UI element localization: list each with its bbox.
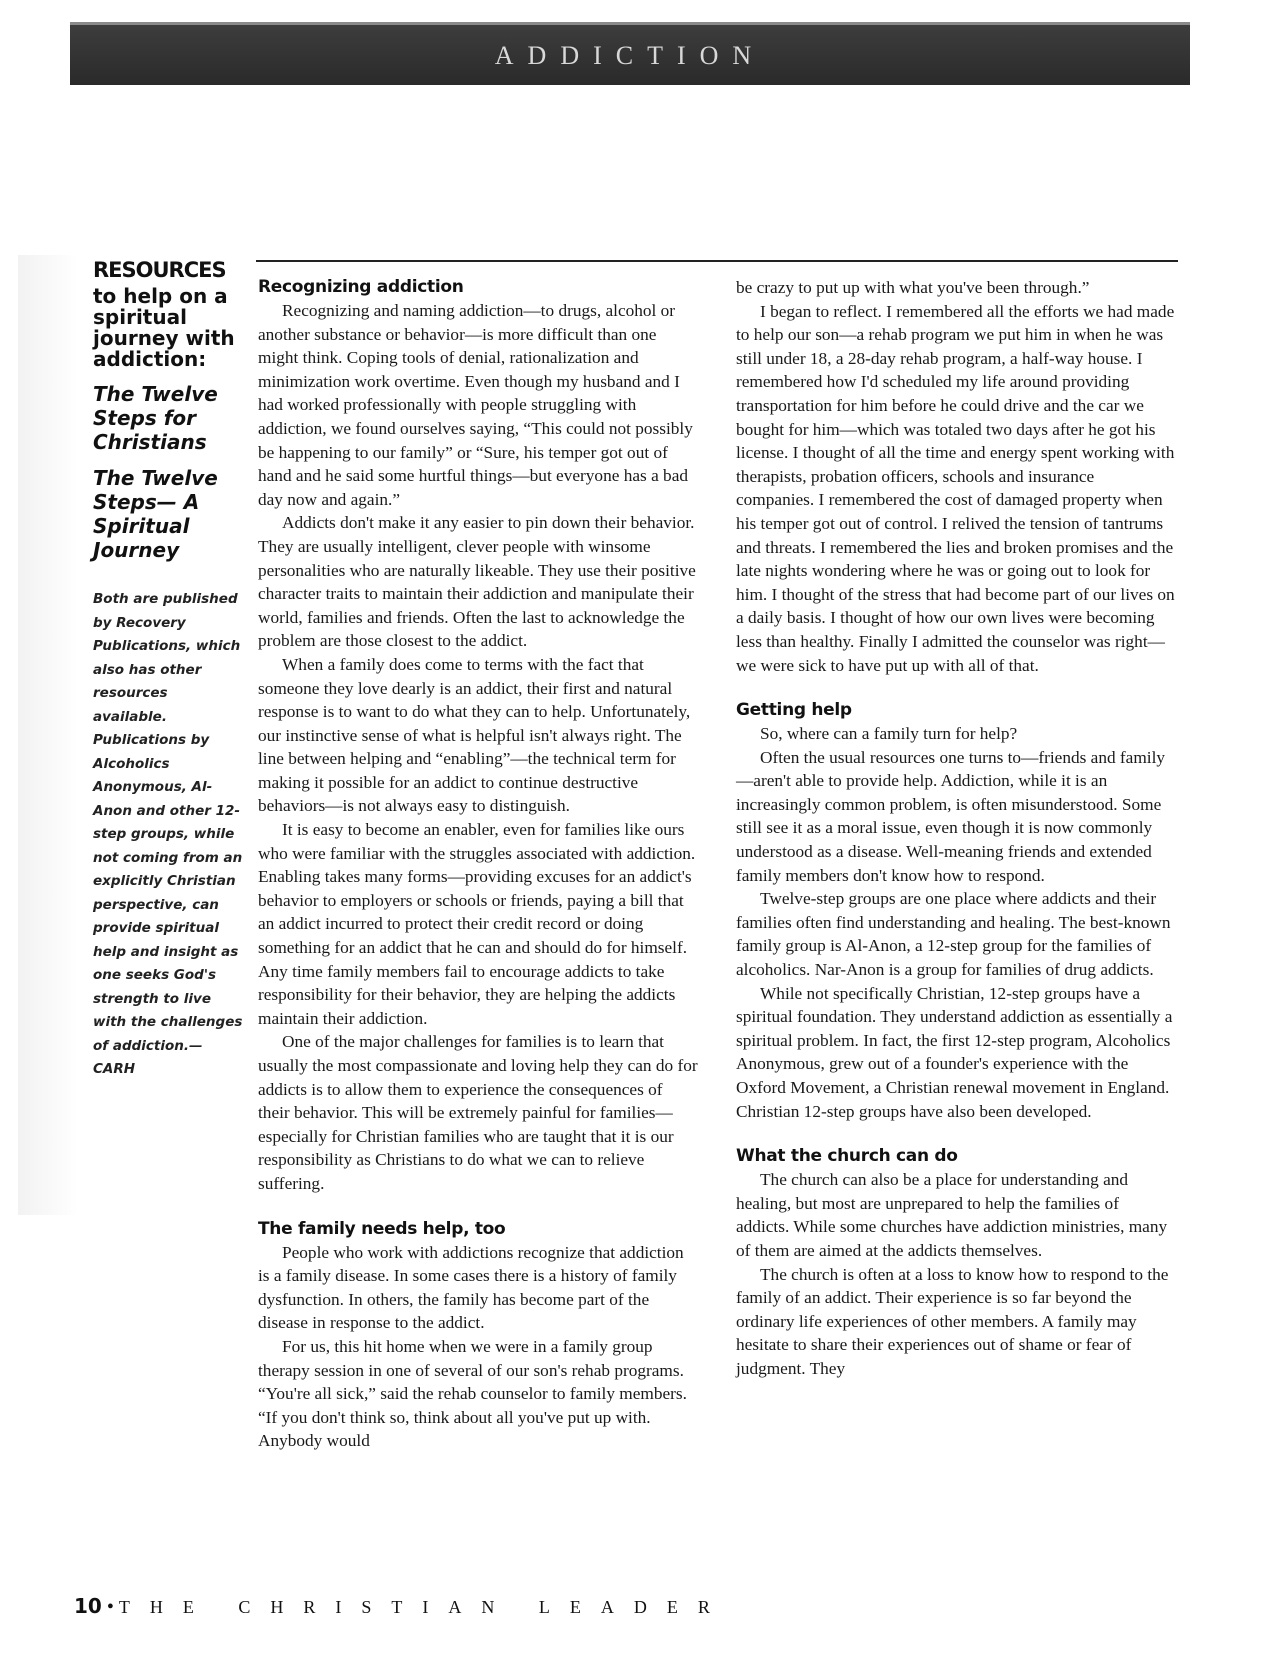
section-gap: [736, 677, 1176, 699]
article-column-2: [736, 276, 1176, 1381]
section-heading: What the church can do: [736, 1146, 958, 1167]
section-heading: The family needs help, too: [258, 1218, 506, 1239]
section-banner: [70, 22, 1190, 85]
paragraph: Addicts don't make it any easier to pin down their behavior. They are usually intelligent, clever people with winsome personalities who are naturally likeable. They use their positive character traits to maintain their addiction and manipulate their world, families and friends. Often the last to acknowledge the problem are those closest to the addict.: [258, 513, 696, 651]
paragraph: For us, this hit home when we were in a family group therapy session in one of several of our son's rehab programs. “You're all sick,” said the rehab counselor to family members. “If you don't think so, think about all you've put up with. Anybody would: [258, 1336, 687, 1451]
paragraph: The church can also be a place for understanding and healing, but most are unprepared to help the families of addicts. While some churches have addiction ministries, many of them are aimed at the addicts themselves.: [736, 1170, 1168, 1260]
paragraph: Recognizing and naming addiction—to drugs, alcohol or another substance or behavior—is more difficult than one might think. Coping tools of denial, rationalization and minimization work overtime. Even though my husband and I had worked professionally with people struggling with addiction, we found ourselves saying, “This could not possibly be happening to our family” or “Sure, his temper got out of hand and he said some hurtful things—but everyone has a bad day now and again.”: [258, 301, 693, 509]
book-title: The Twelve Steps— A Spiritual Journey: [93, 466, 218, 562]
sidebar-note: Both are published by Recovery Publications, which also has other resources available. Publications by Alcoholics Anonymous, Al-Anon and other 12-step groups, while not coming from an explicitly Christian perspective, can provide spiritual help and insight as one seeks God's strength to live with the challenges of addiction.—CARH: [93, 591, 243, 1077]
sidebar-shadow: [18, 255, 78, 1215]
sidebar-heading: RESOURCES: [93, 258, 226, 282]
section-heading: Getting help: [736, 700, 852, 721]
paragraph: be crazy to put up with what you've been through.”: [736, 278, 1090, 297]
paragraph: People who work with addictions recognize that addiction is a family disease. In some cases there is a history of family dysfunction. In others, the family has become part of the disease in response to the addict.: [258, 1242, 684, 1333]
article-top-rule: [256, 260, 1178, 262]
paragraph: While not specifically Christian, 12-step groups have a spiritual foundation. They understand addiction as essentially a spiritual problem. In fact, the first 12-step program, Alcoholics Anonymous, grew out of a founder's experience with the Oxford Movement, a Christian renewal movement in England. Christian 12-step groups have also been developed.: [736, 983, 1173, 1121]
resources-sidebar: [93, 258, 243, 1082]
section-heading: Recognizing addiction: [258, 277, 464, 297]
paragraph: Often the usual resources one turns to—friends and family—aren't able to provide help. Addiction, while it is an increasingly common problem, is often misunderstood. Some still see it as a moral issue, even though it is now commonly understood as a disease. Well-meaning friends and extended family members don't know how to respond.: [736, 747, 1166, 885]
paragraph: One of the major challenges for families is to learn that usually the most compassionate and loving help they can do for addicts is to allow them to experience the consequences of their behavior. This will be extremely painful for families—especially for Christian families who are taught that it is our responsibility as Christians to do what we can to relieve suffering.: [258, 1032, 698, 1193]
section-gap: [258, 1196, 698, 1218]
paragraph: Twelve-step groups are one place where addicts and their families often find understanding and healing. The best-known family group is Al-Anon, a 12-step group for the families of alcoholics. Nar-Anon is a group for families of drug addicts.: [736, 889, 1171, 980]
page-number: 10: [74, 1594, 102, 1618]
sidebar-subheading: to help on a spiritual journey with addiction:: [93, 284, 235, 371]
paragraph: So, where can a family turn for help?: [760, 724, 1018, 744]
section-gap: [736, 1123, 1176, 1145]
paragraph: When a family does come to terms with the fact that someone they love dearly is an addict, their first and natural response is to want to do what they can to help. Unfortunately, our instinctive sense of what is helpful isn't always right. The line between helping and “enabling”—the technical term for making it possible for an addict to continue destructive behaviors—is not always easy to distinguish.: [258, 654, 691, 816]
article-column-1: [258, 276, 698, 1453]
footer-separator: •: [106, 1596, 114, 1618]
publication-name: THE CHRISTIAN LEADER: [118, 1597, 730, 1617]
paragraph: The church is often at a loss to know how to respond to the family of an addict. Their experience is so far beyond the ordinary life experiences of other members. A family may hesitate to share their experiences out of shame or fear of judgment. They: [736, 1264, 1169, 1378]
page-footer: [74, 1594, 730, 1619]
section-title: ADDICTION: [494, 41, 766, 70]
paragraph: I began to reflect. I remembered all the efforts we had made to help our son—a rehab program we put him in when he was still under 18, a 28-day rehab program, a half-way house. I remembered how I'd scheduled my life around providing transportation for him before he could drive and the car we bought for him—which was totaled two days after he got his license. I thought of all the time and energy spent working with therapists, probation officers, schools and insurance companies. I remembered the cost of damaged property when his temper got out of control. I relived the tension of tantrums and threats. I remembered the lies and broken promises and the late nights wondering where he was or going out to look for him. I thought of the stress that had become part of our lives on a daily basis. I thought of how our own lives were becoming less than healthy. Finally I admitted the counselor was right—we were sick to have put up with all of that.: [736, 301, 1175, 675]
paragraph: It is easy to become an enabler, even for families like ours who were familiar with the struggles associated with addiction. Enabling takes many forms—providing excuses for an addict's behavior to employers or schools or friends, paying a bill that an addict incurred to protect their credit record or doing something for an addict that he can and should do for himself. Any time family members fail to encourage addicts to take responsibility for their behavior, they are helping the addicts maintain their addiction.: [258, 820, 696, 1028]
book-title: The Twelve Steps for Christians: [93, 382, 218, 454]
